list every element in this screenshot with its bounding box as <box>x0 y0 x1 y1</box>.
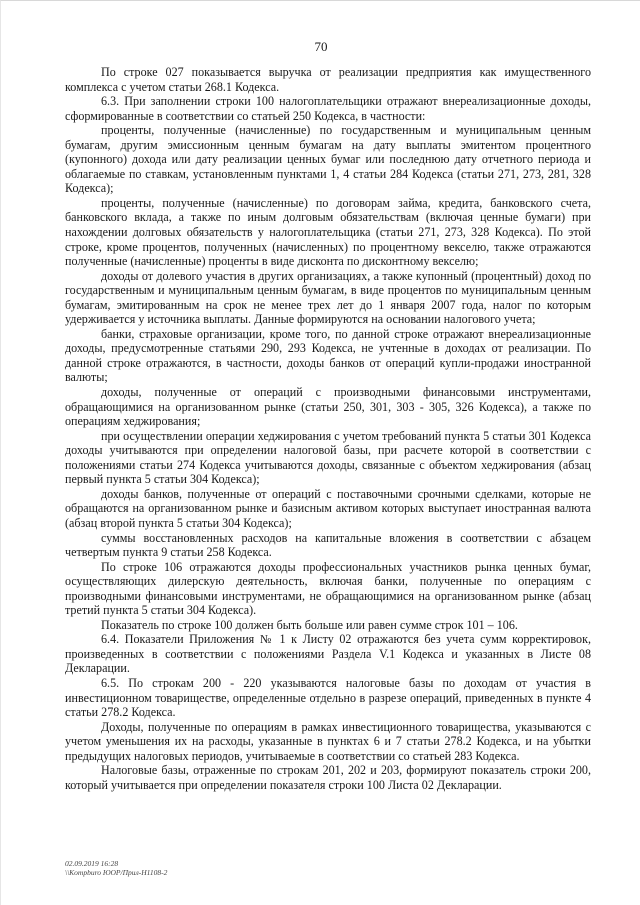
paragraph-interest-securities: проценты, полученные (начисленные) по государственным и муниципальным ценным бумагам, другим эмиссионным ценным бумагам на дату выплаты эмитентом процентного (купонного) дохода или дату реализации ценных бумаг или последнюю дату отчетного периода и облагаемые по ставкам, установленным пунктами 1, 4 статьи 284 Кодекса (статьи 271, 273, 281, 328 Кодекса); <box>65 123 591 196</box>
paragraph-6-4: 6.4. Показатели Приложения № 1 к Листу 02 отражаются без учета сумм корректировок, произведенных в соответствии с положениями Раздела V.1 Кодекса и указанных в Листе 08 Декларации. <box>65 632 591 676</box>
paragraph-hedging: при осуществлении операции хеджирования с учетом требований пункта 5 статьи 301 Кодекса доходы учитываются при определении налоговой базы, при расчете которой в соответствии с положениями статьи 274 Кодекса учитываются доходы, связанные с объектом хеджирования (абзац первый пункта 5 статьи 304 Кодекса); <box>65 428 591 487</box>
paragraph-restored-expenses: суммы восстановленных расходов на капитальные вложения в соответствии с абзацем четвертым пункта 9 статьи 258 Кодекса. <box>65 530 591 560</box>
paragraph-interest-loans: проценты, полученные (начисленные) по договорам займа, кредита, банковского счета, банковского вклада, а также по иным долговым обязательствам (включая ценные бумаги) при нахождении долговых обязательств у налогоплательщика (статьи 271, 273, 328 Кодекса). По этой строке, кроме процентов, полученных (начисленных) по процентному векселю, также отражаются полученные (начисленные) проценты в виде дисконта по дисконтному векселю; <box>65 195 591 269</box>
paragraph-tax-bases: Налоговые базы, отраженные по строкам 201, 202 и 203, формируют показатель строки 200, который учитывается при определении показателя строки 100 Листа 02 Декларации. <box>65 763 591 792</box>
paragraph-line-027: По строке 027 показывается выручка от реализации предприятия как имущественного комплекса с учетом статьи 268.1 Кодекса. <box>65 65 591 94</box>
paragraph-line-106: По строке 106 отражаются доходы профессиональных участников рынка ценных бумаг, осуществляющих дилерскую деятельность, включая банки, полученные по операциям с производными финансовыми инструментами, не обращающимися на организованном рынке (абзац третий пункта 5 статьи 304 Кодекса). <box>65 559 591 618</box>
paragraph-derivatives: доходы, полученные от операций с производными финансовыми инструментами, обращающимися на организованном рынке (статьи 250, 301, 303 - 305, 326 Кодекса), а также по операциям хеджирования; <box>65 385 591 429</box>
document-body <box>65 65 591 792</box>
paragraph-bank-forward-deals: доходы банков, полученные от операций с поставочными срочными сделками, которые не обращаются на организованном рынке и базисным активом которых выступает иностранная валюта (абзац второй пункта 5 статьи 304 Кодекса); <box>65 486 591 530</box>
paragraph-6-5: 6.5. По строкам 200 - 220 указываются налоговые базы по доходам от участия в инвестиционном товариществе, определенные отдельно в разрезе операций, приведенных в пункте 4 статьи 278.2 Кодекса. <box>65 675 591 720</box>
footer-timestamp: 02.09.2019 16:28 <box>65 859 119 868</box>
footer-file-path: \\Kompburo ЮОР/Прил-Н1108-2 <box>65 868 168 877</box>
page-number: 70 <box>314 39 328 54</box>
paragraph-6-3: 6.3. При заполнении строки 100 налогоплательщики отражают внереализационные доходы, сформированные в соответствии со статьей 250 Кодекса, в частности: <box>65 94 591 123</box>
paragraph-equity-income: доходы от долевого участия в других организациях, а также купонный (процентный) доход по государственным и муниципальным ценным бумагам, в виде процентов по муниципальным ценным бумагам, эмитированным на срок не менее трех лет до 1 января 2007 года, налог по которым удерживается у источника выплаты. Данные формируются на основании налогового учета; <box>65 268 591 327</box>
paragraph-partnership-income: Доходы, полученные по операциям в рамках инвестиционного товарищества, указываются с учетом уменьшения их на расходы, указанные в пунктах 6 и 7 статьи 278.2 Кодекса, и на убытки предыдущих налоговых периодов, учитываемые в соответствии со статьей 283 Кодекса. <box>65 719 591 763</box>
paragraph-banks-insurers: банки, страховые организации, кроме того, по данной строке отражают внереализационные доходы, предусмотренные статьями 290, 293 Кодекса, не учтенные в доходах от реализации. По данной строке отражаются, в частности, доходы банков от операций купли-продажи иностранной валюты; <box>65 326 591 385</box>
print-footer <box>65 859 167 877</box>
paragraph-line-100-check: Показатель по строке 100 должен быть больше или равен сумме строк 101 – 106. <box>101 617 518 632</box>
